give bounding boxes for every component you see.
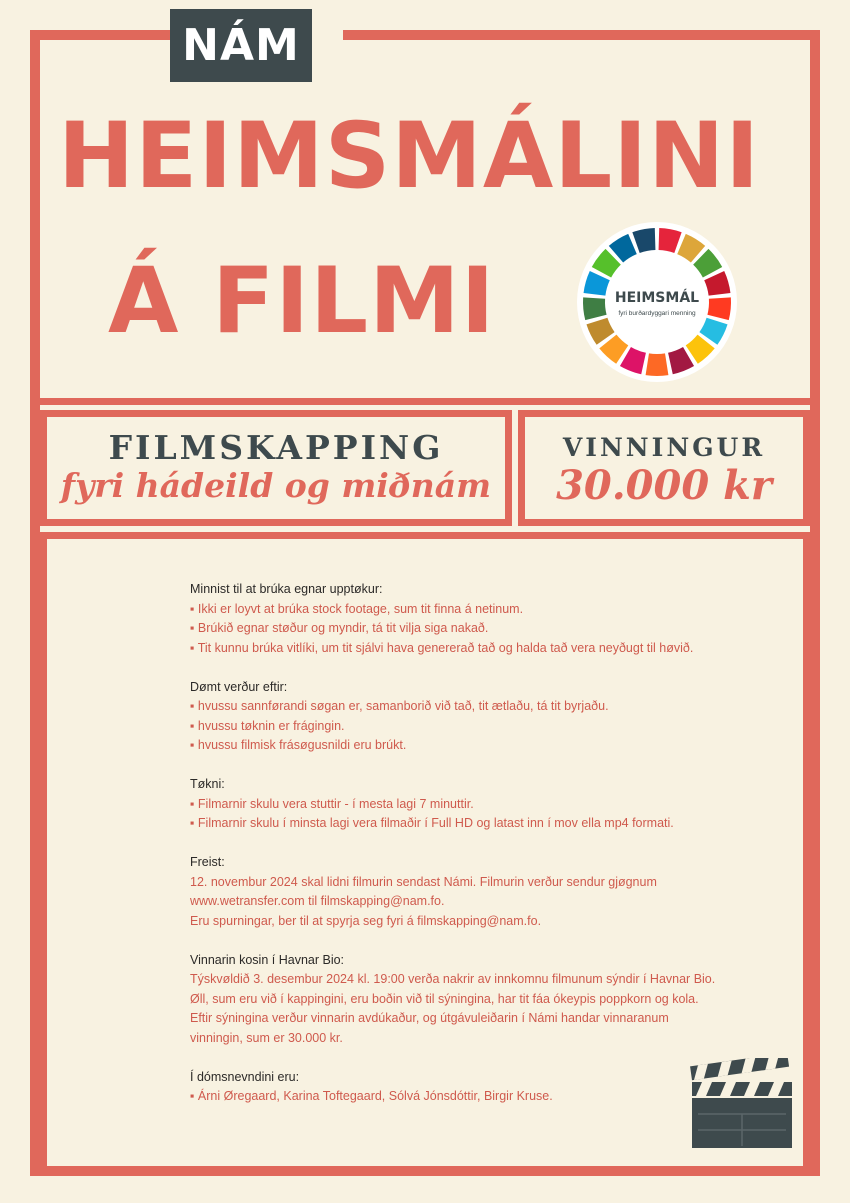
frame-top-left xyxy=(30,30,175,40)
rules-section xyxy=(190,580,770,658)
section-line: ▪ Árni Øregaard, Karina Toftegaard, Sólvá Jónsdóttir, Birgir Kruse. xyxy=(190,1087,770,1107)
section-line: ▪ Ikki er loyvt at brúka stock footage, sum tit finna á netinum. xyxy=(190,600,770,620)
vinningur-amount: 30.000 kr xyxy=(556,462,772,509)
section-line: Eftir sýningina verður vinnarin avdúkaður, og útgávuleiðarin í Námi handar vinnaranum xyxy=(190,1011,669,1025)
rules-section xyxy=(190,853,770,931)
section-heading: Dømt verður eftir: xyxy=(190,679,288,694)
vinningur-heading: VINNINGUR xyxy=(562,433,766,462)
section-line: Øll, sum eru við í kappingini, eru boðin við til sýningina, har tit fáa ókeypis poppkorn og kola. xyxy=(190,991,699,1006)
sdg-segment xyxy=(646,353,669,376)
section-line: ▪ Filmarnir skulu í minsta lagi vera filmaðir í Full HD og latast inn í mov ella mp4 formati. xyxy=(190,814,770,834)
section-line: vinningin, sum er 30.000 kr. xyxy=(190,1030,343,1045)
filmskapping-subheading: fyri hádeild og miðnám xyxy=(60,466,492,505)
frame-bottom xyxy=(30,1166,820,1176)
title-line-2: Á FILMI xyxy=(108,249,496,354)
section-line: 12. novembur 2024 skal lidni filmurin sendast Námi. Filmurin verður sendur gjøgnum xyxy=(190,874,657,889)
section-line: ▪ hvussu filmisk frásøgusnildi eru brúkt. xyxy=(190,736,770,756)
section-line: ▪ hvussu sannførandi søgan er, samanborið við tað, tit ætlaðu, tá tit byrjaðu. xyxy=(190,697,770,717)
section-line: ▪ Tit kunnu brúka vitlíki, um tit sjálvi hava genererað tað og halda tað vera neyðugt til høvið. xyxy=(190,639,770,659)
nam-logo-label: NÁM xyxy=(182,20,300,71)
badge-name: HEIMSMÁL xyxy=(614,290,700,306)
frame-top-right xyxy=(343,30,820,40)
rules-section xyxy=(190,678,770,756)
badge-tagline: fyri burðardyggari menning xyxy=(618,310,696,317)
section-line: ▪ Filmarnir skulu vera stuttir - í mesta lagi 7 minuttir. xyxy=(190,795,770,815)
section-heading: Í dómsnevndini eru: xyxy=(190,1069,300,1084)
section-line: www.wetransfer.com til filmskapping@nam.fo. xyxy=(190,894,445,908)
filmskapping-heading: FILMSKAPPING xyxy=(108,428,444,467)
section-heading: Vinnarin kosin í Havnar Bio: xyxy=(190,952,345,967)
clapperboard-icon xyxy=(690,1058,794,1150)
title-line-1: HEIMSMÁLINI xyxy=(58,104,761,209)
section-line: Týskvøldið 3. desembur 2024 kl. 19:00 verða nakrir av innkomnu filmunum sýndir í Havnar Bio. xyxy=(190,972,716,986)
section-heading: Minnist til at brúka egnar upptøkur: xyxy=(190,582,383,596)
heimsmal-badge xyxy=(575,220,739,384)
frame-right xyxy=(810,30,820,1176)
section-line: Eru spurningar, ber til at spyrja seg fyri á filmskapping@nam.fo. xyxy=(190,913,542,928)
section-line: ▪ Brúkið egnar støður og myndir, tá tit vilja siga nakað. xyxy=(190,619,770,639)
nam-logo xyxy=(170,9,312,82)
rules-section xyxy=(190,1068,770,1107)
section-heading: Freist: xyxy=(190,855,225,869)
rules-section xyxy=(190,775,770,834)
rules-section xyxy=(190,951,770,1049)
title-panel-bottom-border xyxy=(40,398,810,405)
rules-text xyxy=(190,580,770,1126)
section-heading: Tøkni: xyxy=(190,777,225,791)
frame-left xyxy=(30,30,40,1176)
section-line: ▪ hvussu tøknin er frágingin. xyxy=(190,717,770,737)
